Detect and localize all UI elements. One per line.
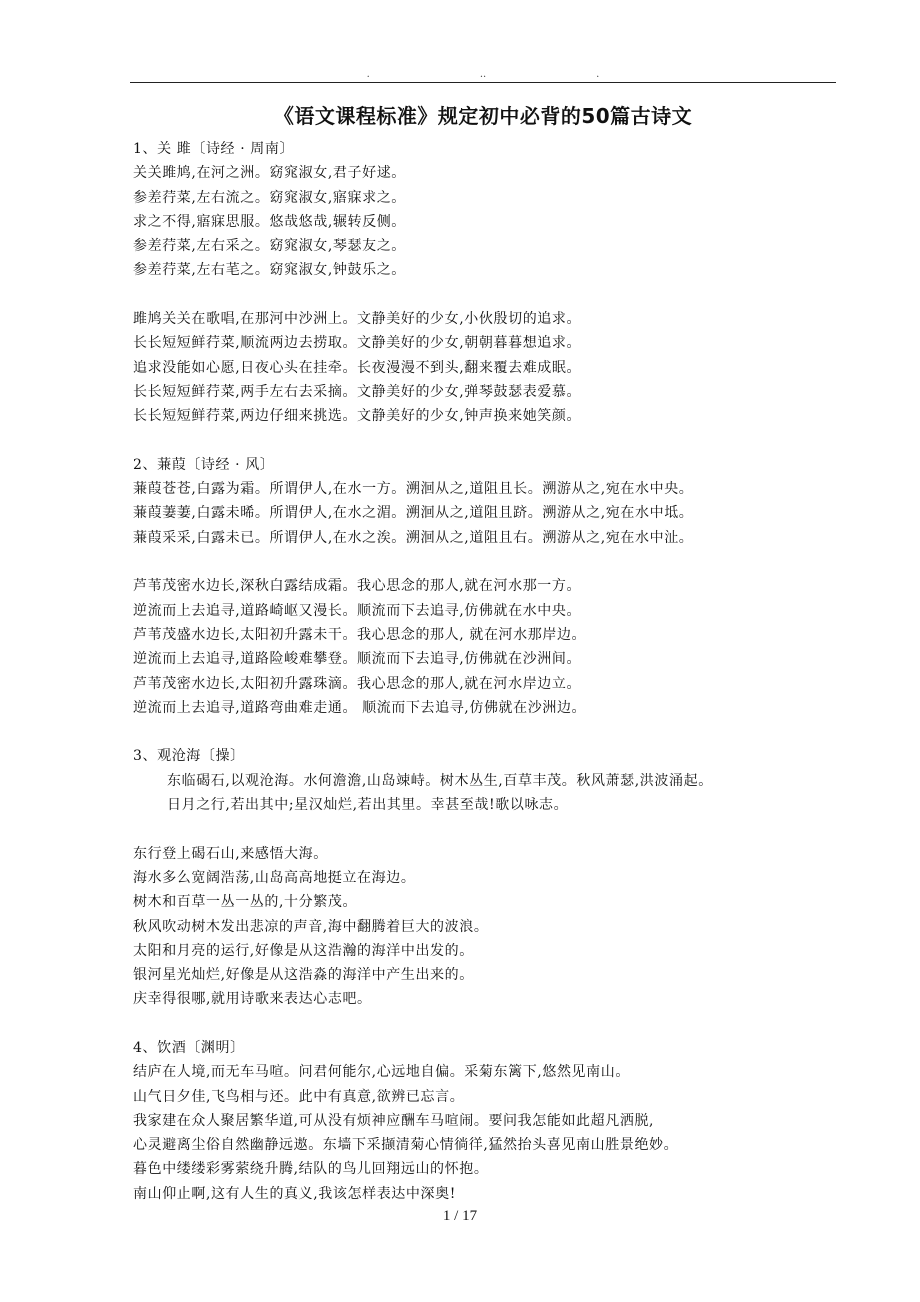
translation-line: 雎鸠关关在歌唱,在那河中沙洲上。文静美好的少女,小伙殷切的追求。 — [133, 311, 582, 328]
translation-line: 秋风吹动树木发出悲凉的声音,海中翻腾着巨大的波浪。 — [133, 918, 489, 935]
translation-line: 太阳和月亮的运行,好像是从这浩瀚的海洋中出发的。 — [133, 942, 474, 959]
translation-line: 银河星光灿烂,好像是从这浩淼的海洋中产生出来的。 — [133, 967, 474, 984]
document-title: 《语文课程标准》规定初中必背的50篇古诗文 — [273, 104, 693, 128]
translation-line: 芦苇茂密水边长,深秋白露结成霜。我心思念的那人,就在河水那一方。 — [133, 578, 582, 595]
translation-line: 暮色中缕缕彩雾萦绕升腾,结队的鸟儿回翔远山的怀抱。 — [133, 1161, 489, 1178]
section-heading: 1、关 雎〔诗经 · 周南〕 — [133, 141, 295, 157]
poem-line: 参差荇菜,左右采之。窈窕淑女,琴瑟友之。 — [133, 238, 406, 255]
poem-line: 蒹葭苍苍,白露为霜。所谓伊人,在水一方。溯洄从之,道阻且长。溯游从之,宛在水中央。 — [133, 481, 694, 498]
translation-line: 心灵避离尘俗自然幽静远遨。东墙下采撷清菊心情徜徉,猛然抬头喜见南山胜景绝妙。 — [133, 1137, 679, 1154]
header-mark: . — [366, 69, 370, 80]
translation-line: 树木和百草一丛一丛的,十分繁茂。 — [133, 894, 358, 911]
translation-line: 逆流而上去追寻,道路崎岖又漫长。顺流而下去追寻,仿佛就在水中央。 — [133, 602, 582, 619]
poem-line: 参差荇菜,左右芼之。窈窕淑女,钟鼓乐之。 — [133, 262, 406, 279]
poem-line: 蒹葭萋萋,白露未晞。所谓伊人,在水之湄。溯洄从之,道阻且跻。溯游从之,宛在水中坻。 — [133, 505, 694, 522]
translation-line: 逆流而上去追寻,道路险峻难攀登。顺流而下去追寻,仿佛就在沙洲间。 — [133, 651, 582, 668]
poem-line: 参差荇菜,左右流之。窈窕淑女,寤寐求之。 — [133, 189, 406, 206]
translation-line: 长长短短鲜荇菜,顺流两边去捞取。文静美好的少女,朝朝暮暮想追求。 — [133, 335, 582, 352]
translation-line: 芦苇茂盛水边长,太阳初升露未干。我心思念的那人, 就在河水那岸边。 — [133, 626, 587, 643]
translation-line: 东行登上碣石山,来感悟大海。 — [133, 845, 328, 862]
document-body — [133, 137, 833, 1206]
translation-line: 南山仰止啊,这有人生的真义,我该怎样表达中深奥! — [133, 1185, 456, 1202]
poem-line: 东临碣石,以观沧海。水何澹澹,山岛竦峙。树木丛生,百草丰茂。秋风萧瑟,洪波涌起。 — [167, 772, 713, 789]
header-marks — [130, 70, 836, 80]
poem-line: 结庐在人境,而无车马喧。问君何能尔,心远地自偏。采菊东篱下,悠然见南山。 — [133, 1064, 630, 1081]
translation-line: 逆流而上去追寻,道路弯曲难走通。 顺流而下去追寻,仿佛就在沙洲边。 — [133, 699, 587, 716]
translation-line: 海水多么宽阔浩荡,山岛高高地挺立在海边。 — [133, 869, 416, 886]
poem-line: 求之不得,寤寐思服。悠哉悠哉,辗转反侧。 — [133, 213, 406, 230]
translation-line: 追求没能如心愿,日夜心头在挂牵。长夜漫漫不到头,翻来覆去难成眠。 — [133, 359, 582, 376]
section-heading: 2、蒹葭〔诗经 · 风〕 — [133, 456, 275, 473]
translation-line: 长长短短鲜荇菜,两手左右去采摘。文静美好的少女,弹琴鼓瑟表爱慕。 — [133, 383, 582, 400]
translation-line: 我家建在众人聚居繁华道,可从没有烦神应酬车马喧闹。要问我怎能如此超凡洒脱, — [133, 1112, 655, 1129]
section-heading: 3、观沧海〔操〕 — [133, 748, 245, 765]
translation-line: 长长短短鲜荇菜,两边仔细来挑选。文静美好的少女,钟声换来她笑颜。 — [133, 408, 582, 425]
page-number: 1 / 17 — [442, 1208, 478, 1224]
header-mark: . — [596, 69, 600, 80]
section-heading: 4、饮酒〔渊明〕 — [133, 1039, 245, 1056]
poem-line: 关关雎鸠,在河之洲。窈窕淑女,君子好逑。 — [133, 165, 406, 182]
header-divider — [130, 82, 836, 83]
header-mark: .. — [479, 69, 487, 80]
poem-line: 日月之行,若出其中;星汉灿烂,若出其里。幸甚至哉!歌以咏志。 — [167, 797, 569, 814]
translation-line: 庆幸得很哪,就用诗歌来表达心志吧。 — [133, 991, 372, 1008]
translation-line: 芦苇茂密水边长,太阳初升露珠滴。我心思念的那人,就在河水岸边立。 — [133, 675, 582, 692]
poem-line: 蒹葭采采,白露未已。所谓伊人,在水之涘。溯洄从之,道阻且右。溯游从之,宛在水中沚。 — [133, 529, 694, 546]
poem-line: 山气日夕佳,飞鸟相与还。此中有真意,欲辨已忘言。 — [133, 1088, 465, 1105]
